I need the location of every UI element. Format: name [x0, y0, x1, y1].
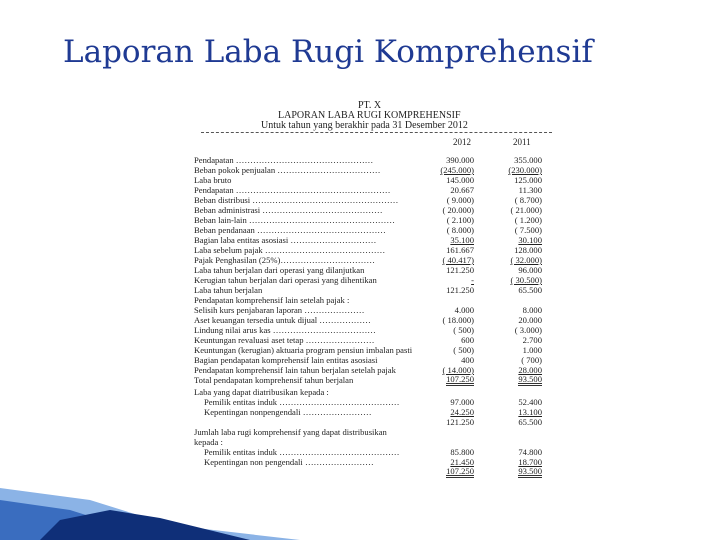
- statement-row: [183, 295, 558, 305]
- row-label: Bagian laba entitas asosiasi …………………………: [194, 235, 377, 245]
- row-label: Laba tahun berjalan dari operasi yang dilanjutkan: [194, 265, 365, 275]
- value-2012: ( 8.000): [446, 225, 474, 235]
- value-2011: 1.000: [522, 345, 542, 355]
- statement-row: [183, 335, 558, 345]
- value-2012: 161.667: [446, 245, 474, 255]
- value-2011: 65.500: [518, 417, 542, 427]
- statement-row: [183, 355, 558, 365]
- value-2012: -: [471, 275, 474, 285]
- value-2012: 85.800: [450, 447, 474, 457]
- statement-row: [183, 215, 558, 225]
- value-2011: 18.700: [518, 457, 542, 467]
- report-name: LAPORAN LABA RUGI KOMPREHENSIF: [278, 110, 461, 121]
- statement-row: [183, 375, 558, 385]
- value-2011: ( 30.500): [510, 275, 542, 285]
- value-2011: 125.000: [514, 175, 542, 185]
- value-2012: ( 500): [453, 345, 474, 355]
- row-label: Aset keuangan tersedia untuk dijual ………………: [194, 315, 371, 325]
- value-2012: 97.000: [450, 397, 474, 407]
- statement-row: [183, 235, 558, 245]
- row-label: Kepentingan nonpengendali ……………………: [204, 407, 372, 417]
- value-2012: ( 20.000): [442, 205, 474, 215]
- row-label: Laba sebelum pajak ……………………………………: [194, 245, 386, 255]
- value-2011: 28.000: [518, 365, 542, 375]
- value-2011: 93.500: [518, 374, 542, 384]
- report-period: Untuk tahun yang berakhir pada 31 Desember 2012: [261, 120, 468, 131]
- value-2012: (245.000): [440, 165, 474, 175]
- slide-title: Laporan Laba Rugi Komprehensif: [63, 34, 593, 70]
- value-2011: 355.000: [514, 155, 542, 165]
- row-label: Keuntungan revaluasi aset tetap ……………………: [194, 335, 375, 345]
- statement-row: [183, 325, 558, 335]
- value-2012: ( 500): [453, 325, 474, 335]
- row-label: Bagian pendapatan komprehensif lain entitas asosiasi: [194, 355, 378, 365]
- value-2011: ( 700): [521, 355, 542, 365]
- statement-row: [183, 195, 558, 205]
- value-2011: 2.700: [522, 335, 542, 345]
- statement-row: [183, 457, 558, 467]
- value-2011: ( 8.700): [514, 195, 542, 205]
- statement-row: [183, 225, 558, 235]
- value-2011: ( 7.500): [514, 225, 542, 235]
- row-label: Beban distribusi ……………………………………………: [194, 195, 399, 205]
- row-label: Total pendapatan komprehensif tahun berjalan: [194, 375, 354, 385]
- value-2011: ( 21.000): [510, 205, 542, 215]
- statement-row: [183, 265, 558, 275]
- statement-row: [183, 417, 558, 427]
- value-2012: 145.000: [446, 175, 474, 185]
- statement-row: [183, 437, 558, 447]
- value-2011: 52.400: [518, 397, 542, 407]
- value-2011: 74.800: [518, 447, 542, 457]
- value-2011: (230.000): [508, 165, 542, 175]
- value-2011: 93.500: [518, 466, 542, 476]
- row-label: Beban lain-lain ……………………………………………: [194, 215, 395, 225]
- value-2011: 30.100: [518, 235, 542, 245]
- statement-row: [183, 155, 558, 165]
- statement-row: [183, 387, 558, 397]
- row-label: kepada :: [194, 437, 223, 447]
- value-2012: 107.250: [446, 374, 474, 384]
- column-2011: 2011: [513, 137, 531, 147]
- value-2012: ( 14.000): [442, 365, 474, 375]
- statement-row: [183, 175, 558, 185]
- statement-row: [183, 255, 558, 265]
- column-2012: 2012: [453, 137, 471, 147]
- row-label: Selisih kurs penjabaran laporan …………………: [194, 305, 365, 315]
- financial-statement: [183, 95, 558, 495]
- row-label: Beban pokok penjualan ………………………………: [194, 165, 381, 175]
- value-2011: 20.000: [518, 315, 542, 325]
- value-2012: 121.250: [446, 265, 474, 275]
- row-label: Pemilik entitas induk ……………………………………: [204, 397, 400, 407]
- row-label: Beban pendanaan ………………………………………: [194, 225, 386, 235]
- row-label: Pendapatan komprehensif lain setelah pajak :: [194, 295, 350, 305]
- row-label: Laba bruto: [194, 175, 232, 185]
- statement-row: [183, 315, 558, 325]
- value-2011: ( 3.000): [514, 325, 542, 335]
- value-2012: 121.250: [446, 417, 474, 427]
- statement-row: [183, 427, 558, 437]
- row-label: Lindung nilai arus kas ………………………………: [194, 325, 376, 335]
- value-2012: 400: [461, 355, 474, 365]
- value-2012: 4.000: [454, 305, 474, 315]
- value-2012: 107.250: [446, 466, 474, 476]
- value-2011: 65.500: [518, 285, 542, 295]
- value-2011: 11.300: [518, 185, 542, 195]
- value-2012: 21.450: [450, 457, 474, 467]
- value-2012: 121.250: [446, 285, 474, 295]
- statement-row: [183, 275, 558, 285]
- statement-row: [183, 407, 558, 417]
- statement-row: [183, 397, 558, 407]
- value-2012: ( 18.000): [442, 315, 474, 325]
- row-label: Pendapatan …………………………………………: [194, 155, 374, 165]
- value-2012: 20.667: [450, 185, 474, 195]
- row-label: Laba tahun berjalan: [194, 285, 263, 295]
- statement-row: [183, 285, 558, 295]
- statement-row: [183, 365, 558, 375]
- statement-row: [183, 305, 558, 315]
- value-2011: 96.000: [518, 265, 542, 275]
- statement-row: [183, 245, 558, 255]
- value-2012: 390.000: [446, 155, 474, 165]
- value-2011: 13.100: [518, 407, 542, 417]
- row-label: Pendapatan komprehensif lain tahun berjalan setelah pajak: [194, 365, 396, 375]
- value-2012: 600: [461, 335, 474, 345]
- value-2011: ( 1.200): [514, 215, 542, 225]
- value-2012: ( 40.417): [442, 255, 474, 265]
- statement-row: [183, 165, 558, 175]
- value-2012: ( 9.000): [446, 195, 474, 205]
- value-2012: 35.100: [450, 235, 474, 245]
- value-2012: ( 2.100): [446, 215, 474, 225]
- value-2011: ( 32.000): [510, 255, 542, 265]
- row-label: Jumlah laba rugi komprehensif yang dapat distribusikan: [194, 427, 387, 437]
- company-name: PT. X: [358, 100, 382, 111]
- header-rule: [201, 132, 552, 133]
- corner-decoration: [0, 470, 300, 540]
- row-label: Beban administrasi ……………………………………: [194, 205, 383, 215]
- row-label: Pemilik entitas induk ……………………………………: [204, 447, 400, 457]
- statement-row: [183, 205, 558, 215]
- row-label: Pajak Penghasilan (25%)……………………………: [194, 255, 375, 265]
- row-label: Laba yang dapat diatribusikan kepada :: [194, 387, 329, 397]
- statement-row: [183, 447, 558, 457]
- row-label: Pendapatan ………………………………………………: [194, 185, 391, 195]
- statement-row: [183, 345, 558, 355]
- value-2012: 24.250: [450, 407, 474, 417]
- row-label: Keuntungan (kerugian) aktuaria program pensiun imbalan pasti: [194, 345, 413, 355]
- value-2011: 8.000: [522, 305, 542, 315]
- row-label: Kerugian tahun berjalan dari operasi yang dihentikan: [194, 275, 377, 285]
- row-label: Kepentingan non pengendali ……………………: [204, 457, 374, 467]
- value-2011: 128.000: [514, 245, 542, 255]
- statement-row: [183, 185, 558, 195]
